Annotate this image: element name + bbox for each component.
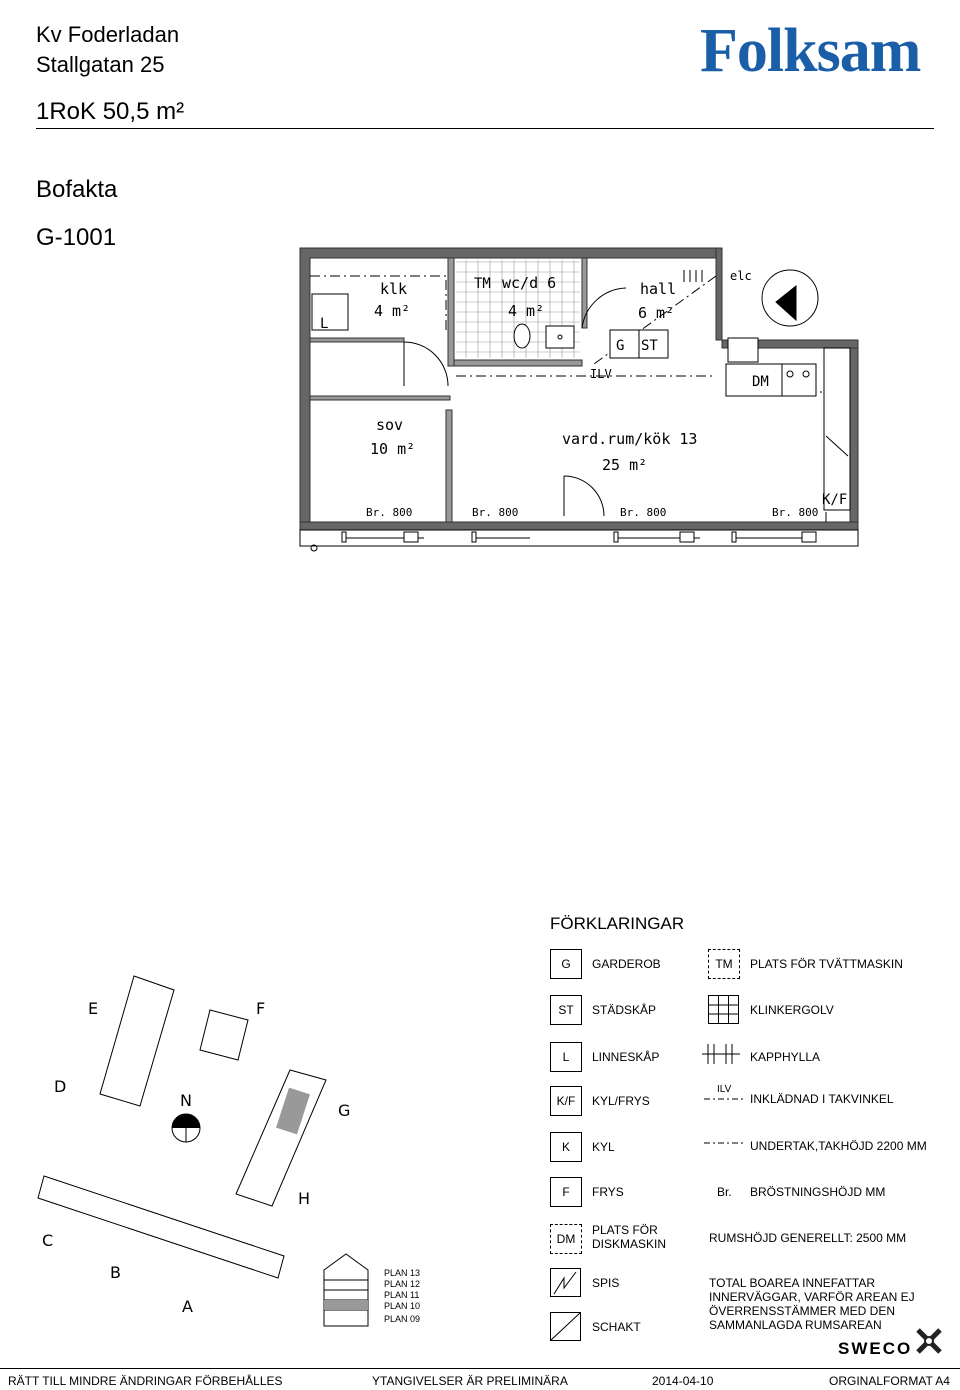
header-divider (36, 128, 934, 129)
shaft-icon (550, 1312, 582, 1342)
room-label-wc: wc/d 6 (502, 274, 557, 292)
folksam-logo: Folksam (700, 17, 921, 85)
room-label-vardrum: vard.rum/kök 13 (562, 430, 698, 448)
site-letter-c: C (42, 1231, 54, 1250)
project-address: Stallgatan 25 (36, 52, 165, 77)
room-area-hall: 6 m² (638, 304, 675, 322)
room-area-vardrum: 25 m² (602, 456, 648, 474)
legend-title: FÖRKLARINGAR (550, 914, 685, 933)
legend-label-kapphylla: KAPPHYLLA (750, 1050, 821, 1064)
area-note: TOTAL BOAREA INNEFATTAR INNERVÄGGAR, VARFÖR AREAN EJ ÖVERRENSSTÄMMER MED DEN SAMMANLAGDA RUMSAREAN (709, 1276, 915, 1332)
window-label-3: Br. 800 (620, 506, 667, 519)
floor-plan (296, 246, 866, 558)
legend-label-klinkergolv: KLINKERGOLV (750, 1003, 834, 1017)
stove-icon (550, 1268, 582, 1298)
unit-id: G-1001 (36, 224, 117, 251)
site-letter-g: G (338, 1101, 351, 1120)
plan-09: PLAN 09 (384, 1314, 421, 1324)
site-letter-f: F (256, 999, 266, 1018)
footer-divider (0, 1368, 960, 1369)
north-label: N (180, 1091, 192, 1110)
site-letter-d: D (54, 1077, 67, 1096)
legend-label-k: KYL (592, 1140, 615, 1154)
plan-10: PLAN 10 (384, 1301, 421, 1311)
legend-label-schakt: SCHAKT (592, 1320, 641, 1334)
footer-date: 2014-04-10 (652, 1374, 714, 1388)
legend-label-g: GARDEROB (592, 957, 661, 971)
legend-label-spis: SPIS (592, 1276, 620, 1290)
legend-label-l: LINNESKÅP (592, 1050, 660, 1064)
legend-code-g: G (550, 949, 582, 979)
elc-symbol: elc (730, 269, 752, 283)
site-letter-a: A (182, 1297, 193, 1316)
legend-code-k: K (550, 1132, 582, 1162)
linen-symbol: L (320, 316, 329, 332)
legend-code-ilv: ILV (717, 1084, 732, 1095)
room-area-wc: 4 m² (508, 302, 545, 320)
building-section-icon (322, 1252, 372, 1330)
legend-code-tm: TM (708, 949, 740, 979)
window-label-1: Br. 800 (366, 506, 413, 519)
ilv-line-icon (704, 1096, 744, 1102)
sweco-logo: SWECO (838, 1339, 913, 1358)
legend-code-l: L (550, 1042, 582, 1072)
window-label-4: Br. 800 (772, 506, 819, 519)
project-name: Kv Foderladan (36, 22, 180, 47)
legend-label-ilv: INKLÄDNAD I TAKVINKEL (750, 1092, 894, 1106)
legend-label-undertak: UNDERTAK,TAKHÖJD 2200 MM (750, 1139, 927, 1153)
washer-symbol: TM (474, 276, 491, 292)
room-label-sov: sov (376, 416, 404, 434)
legend-code-f: F (550, 1177, 582, 1207)
legend-code-kf: K/F (550, 1086, 582, 1116)
sweco-mark-icon (914, 1326, 944, 1356)
apartment-type: 1RoK 50,5 m² (36, 98, 185, 125)
undertak-line-icon (704, 1140, 744, 1146)
coat-rack-icon (700, 1040, 744, 1066)
site-map (34, 966, 364, 1326)
legend-label-br: BRÖSTNINGSHÖJD MM (750, 1185, 886, 1199)
fridge-freezer-symbol: K/F (822, 492, 848, 508)
legend-label-f: FRYS (592, 1185, 624, 1199)
wardrobe-symbol: G (616, 338, 625, 354)
legend-label-st: STÄDSKÅP (592, 1003, 657, 1017)
plan-13: PLAN 13 (384, 1268, 421, 1278)
legend-label-kf: KYL/FRYS (592, 1094, 650, 1108)
dishwasher-symbol: DM (752, 374, 769, 390)
legend-code-st: ST (550, 995, 582, 1025)
legend-label-dm: PLATS FÖR DISKMASKIN (592, 1223, 667, 1251)
section-title: Bofakta (36, 176, 118, 203)
legend-label-tm: PLATS FÖR TVÄTTMASKIN (750, 957, 903, 971)
site-letter-h: H (298, 1189, 311, 1208)
site-letter-b: B (110, 1263, 121, 1282)
cleaning-symbol: ST (641, 338, 658, 354)
footer-disclaimer: RÄTT TILL MINDRE ÄNDRINGAR FÖRBEHÅLLES (8, 1374, 283, 1388)
room-label-klk: klk (380, 280, 408, 298)
ceiling-height-note: RUMSHÖJD GENERELLT: 2500 MM (709, 1231, 907, 1245)
legend-code-dm: DM (550, 1224, 582, 1254)
room-area-klk: 4 m² (374, 302, 411, 320)
site-letter-e: E (88, 999, 99, 1018)
legend-code-br: Br. (717, 1185, 732, 1199)
footer-format: ORGINALFORMAT A4 (829, 1374, 950, 1388)
window-label-2: Br. 800 (472, 506, 519, 519)
plan-11: PLAN 11 (384, 1290, 420, 1300)
footer-preliminary: YTANGIVELSER ÄR PRELIMINÄRA (372, 1374, 568, 1388)
plan-12: PLAN 12 (384, 1279, 421, 1289)
tile-floor-icon (708, 995, 740, 1025)
ilv-symbol: ILV (590, 367, 612, 381)
room-area-sov: 10 m² (370, 440, 416, 458)
room-label-hall: hall (640, 280, 677, 298)
